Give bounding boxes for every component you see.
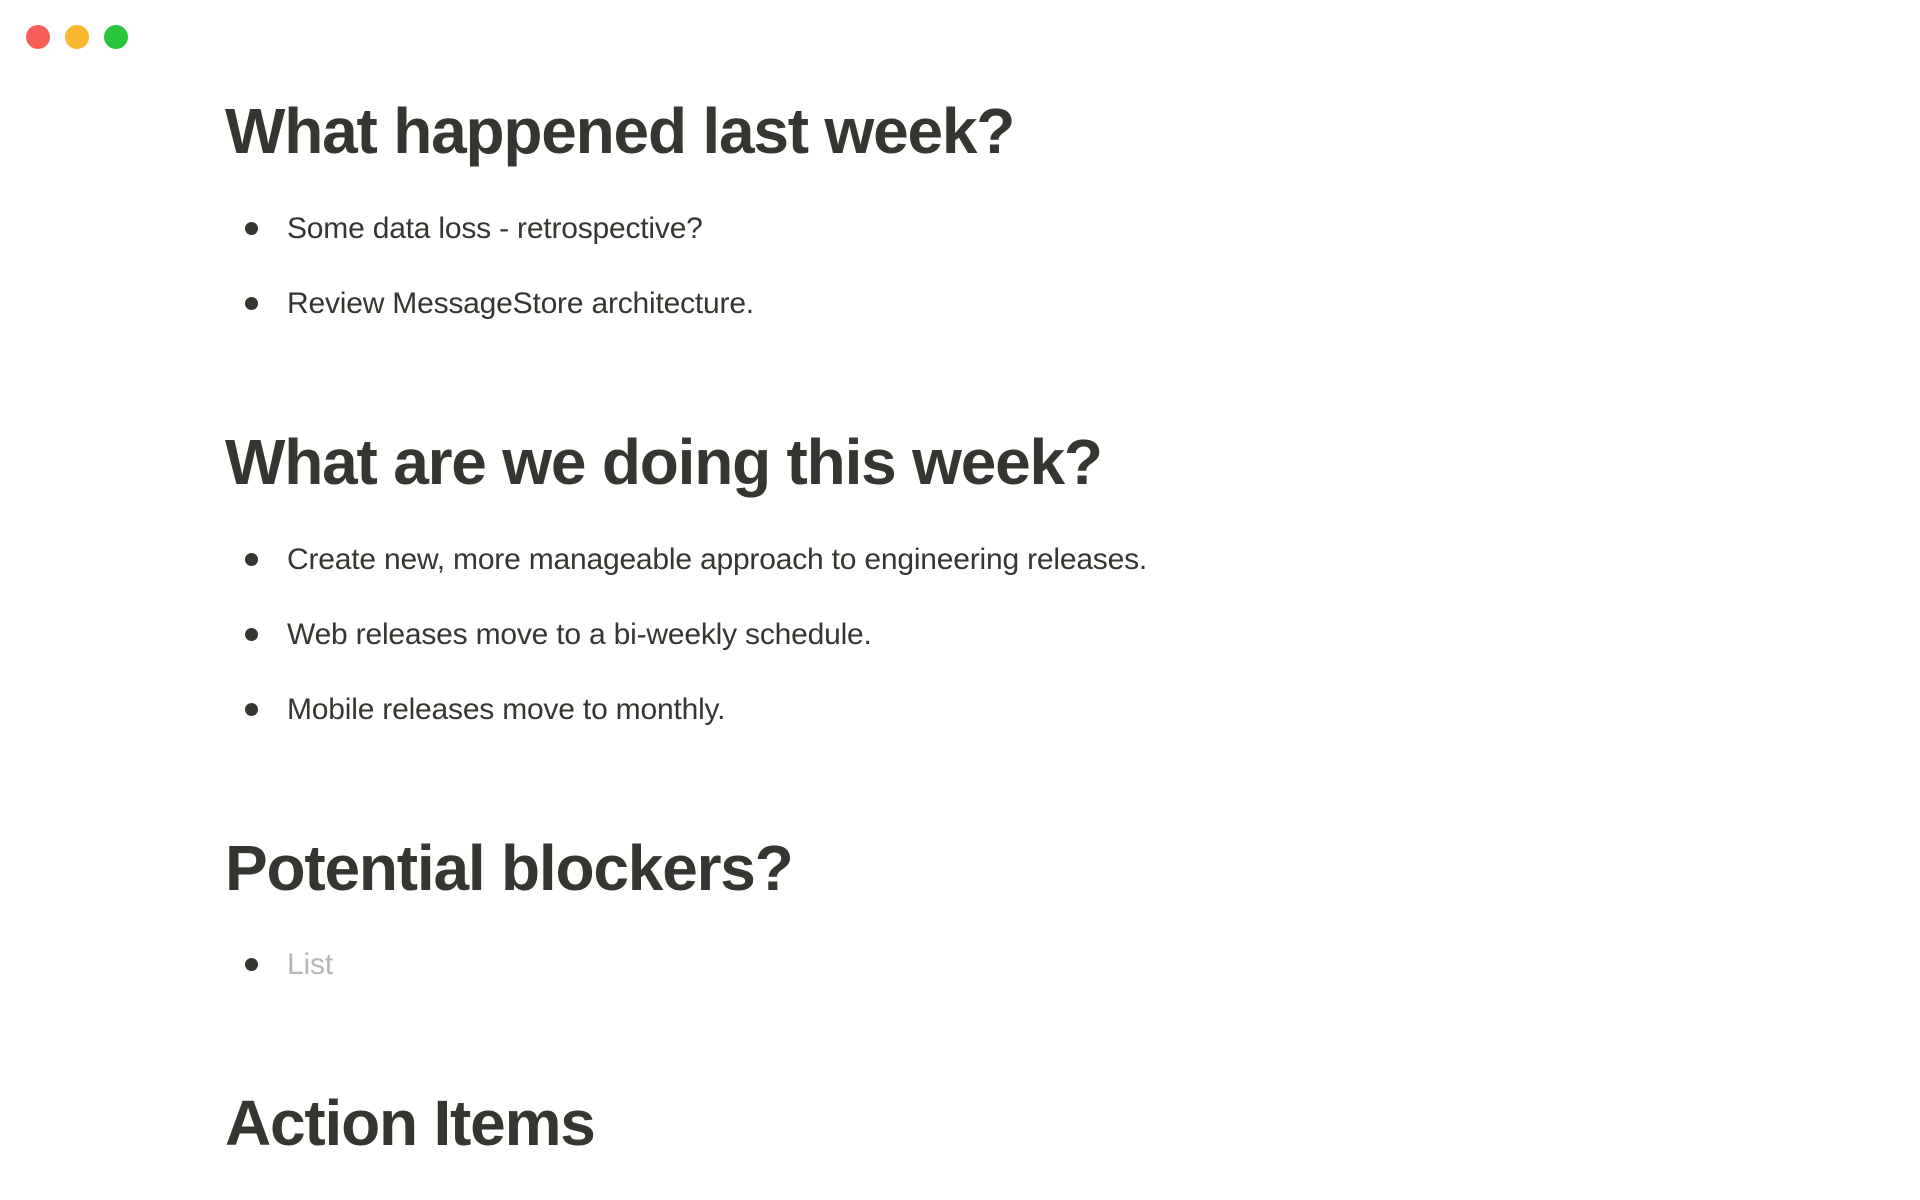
bullet-icon (245, 958, 258, 971)
heading-this-week[interactable]: What are we doing this week? (225, 425, 1102, 498)
minimize-button[interactable] (65, 25, 89, 49)
bullet-list-last-week (225, 206, 1475, 326)
bullet-list-blockers (225, 942, 1475, 987)
bullet-icon (245, 703, 258, 716)
close-button[interactable] (26, 25, 50, 49)
bullet-icon (245, 222, 258, 235)
list-item-placeholder[interactable] (225, 942, 1475, 987)
list-item[interactable] (225, 537, 1475, 582)
list-item[interactable] (225, 206, 1475, 251)
list-item[interactable] (225, 281, 1475, 326)
section-blockers (225, 830, 1475, 988)
bullet-icon (245, 553, 258, 566)
heading-action-items[interactable]: Action Items (225, 1087, 595, 1160)
list-placeholder-text: List (287, 948, 333, 982)
list-item-text: Mobile releases move to monthly. (287, 692, 726, 726)
window-controls (26, 25, 128, 49)
list-item[interactable] (225, 612, 1475, 657)
bullet-icon (245, 297, 258, 310)
list-item[interactable] (225, 687, 1475, 732)
maximize-button[interactable] (104, 25, 128, 49)
section-this-week (225, 424, 1475, 732)
list-item-text: Web releases move to a bi-weekly schedule. (287, 617, 872, 651)
bullet-list-this-week (225, 537, 1475, 732)
list-item-text: Create new, more manageable approach to engineering releases. (287, 542, 1148, 576)
section-last-week (225, 93, 1475, 326)
heading-blockers[interactable]: Potential blockers? (225, 831, 793, 904)
list-item-text: Some data loss - retrospective? (287, 211, 703, 245)
heading-last-week[interactable]: What happened last week? (225, 95, 1015, 167)
section-action-items (225, 1085, 1475, 1162)
list-item-text: Review MessageStore architecture. (287, 286, 754, 320)
bullet-icon (245, 628, 258, 641)
document-editor (225, 0, 1475, 1198)
